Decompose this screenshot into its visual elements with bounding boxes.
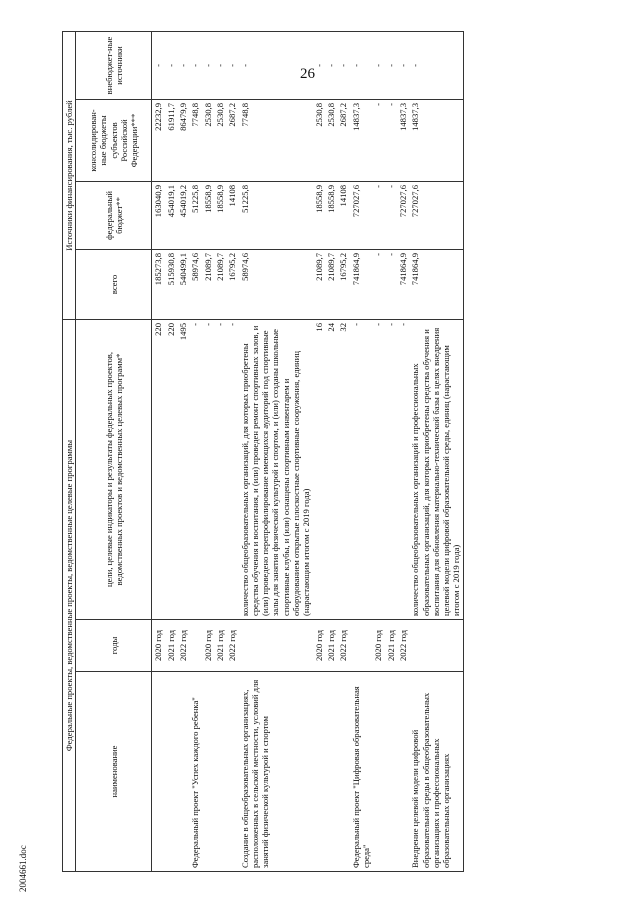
goal-cell: количество общеобразовательных организаций и профессиональных образовательных организаций, для которых приобретены средства обучения и воспитания для обновления материально-технической базы в целях внедрения целевой модели цифровой образовательной среды, единиц (нарастающим итогом с 2019 года)	[409, 319, 463, 619]
project-name-cell	[385, 672, 397, 872]
table-row	[313, 31, 325, 871]
federal-budget-cell: 163040,9	[152, 181, 165, 249]
federal-budget-cell: 18558,9	[313, 181, 325, 249]
year-cell: 2022 год	[177, 620, 189, 672]
footer-filename: 2004661.doc	[18, 845, 28, 892]
regional-budget-column-header: консолидирован-ные бюджеты субъектов Российской Федерации***	[76, 99, 152, 181]
total-cell: 21089,7	[202, 249, 214, 319]
year-cell: 2020 год	[202, 620, 214, 672]
regional-budget-cell: 2530,8	[325, 99, 337, 181]
federal-budget-column-header: федеральный бюджет**	[76, 181, 152, 249]
total-column-header: всего	[76, 249, 152, 319]
year-cell: 2020 год	[372, 620, 384, 672]
total-cell: 741864,9	[397, 249, 409, 319]
extrabudgetary-cell: -	[152, 31, 165, 99]
funding-sources-header: Источники финансирования, тыс. рублей	[63, 31, 76, 319]
federal-budget-cell: 727027,6	[409, 181, 463, 249]
regional-budget-cell: 2687,2	[337, 99, 349, 181]
table-body	[152, 31, 463, 871]
goal-cell: -	[226, 319, 238, 619]
project-name-cell	[325, 672, 337, 872]
federal-budget-cell: 14108	[226, 181, 238, 249]
regional-budget-cell: 61911,7	[165, 99, 177, 181]
year-cell	[350, 620, 373, 672]
year-cell: 2021 год	[165, 620, 177, 672]
regional-budget-cell: 14837,3	[409, 99, 463, 181]
regional-budget-cell: 14837,3	[397, 99, 409, 181]
extrabudgetary-cell: -	[239, 31, 313, 99]
goal-cell: количество общеобразовательных организаций, для которых приобретены средства обучения и воспитания, и (или) проведен ремонт спортивных залов, и (или) проведено перепрофилирование имеющихся аудиторий под спортивные залы для занятия физической культурой и спортом, и (или) созданы школьные спортивные клубы, и (или) оснащены спортивным инвентарем и оборудованием открытые плоскостные спортивные сооружения, единиц (нарастающим итогом с 2019 года)	[239, 319, 313, 619]
goal-cell: 220	[165, 319, 177, 619]
goal-cell: -	[214, 319, 226, 619]
year-cell	[239, 620, 313, 672]
table-row	[372, 31, 384, 871]
table-row	[385, 31, 397, 871]
total-cell: 16795,2	[226, 249, 238, 319]
total-cell: -	[372, 249, 384, 319]
name-column-header: наименование	[76, 672, 152, 872]
federal-budget-cell: 454019,1	[165, 181, 177, 249]
project-name-cell	[177, 672, 189, 872]
extrabudgetary-cell: -	[189, 31, 201, 99]
goal-cell: 16	[313, 319, 325, 619]
total-cell: 21089,7	[214, 249, 226, 319]
extrabudgetary-cell: -	[337, 31, 349, 99]
regional-budget-cell: 2687,2	[226, 99, 238, 181]
year-cell	[189, 620, 201, 672]
project-name-cell	[226, 672, 238, 872]
project-name-cell	[152, 672, 165, 872]
project-name-cell: Создание в общеобразовательных организациях, расположенных в сельской местности, условий для занятий физической культурой и спортом	[239, 672, 313, 872]
federal-budget-cell: 454019,2	[177, 181, 189, 249]
year-cell: 2022 год	[226, 620, 238, 672]
extrabudgetary-cell: -	[177, 31, 189, 99]
extrabudgetary-cell: -	[226, 31, 238, 99]
project-name-cell	[372, 672, 384, 872]
projects-header: Федеральные проекты, ведомственные проекты, ведомственные целевые программы	[63, 319, 76, 871]
table-row	[239, 31, 313, 871]
year-cell	[409, 620, 463, 672]
federal-budget-cell: 727027,6	[397, 181, 409, 249]
federal-budget-cell: 18558,9	[202, 181, 214, 249]
project-name-cell: Федеральный проект "Успех каждого ребенка"	[189, 672, 201, 872]
project-name-cell	[165, 672, 177, 872]
total-cell: 58974,6	[239, 249, 313, 319]
rotated-table-wrapper	[62, 32, 632, 872]
page-number: 26	[300, 66, 315, 82]
table-row	[325, 31, 337, 871]
table-row	[350, 31, 373, 871]
goals-column-header: цели, целевые индикаторы и результаты федеральных проектов, ведомственных проектов и ведомственных целевых программ*	[76, 319, 152, 619]
extrabudgetary-cell: -	[214, 31, 226, 99]
table-row	[189, 31, 201, 871]
total-cell: 741864,9	[350, 249, 373, 319]
table-row	[337, 31, 349, 871]
federal-budget-cell: 18558,9	[325, 181, 337, 249]
regional-budget-cell: 7748,8	[189, 99, 201, 181]
regional-budget-cell: 2530,8	[202, 99, 214, 181]
goal-cell: -	[202, 319, 214, 619]
regional-budget-cell: 2530,8	[313, 99, 325, 181]
total-cell: 515930,8	[165, 249, 177, 319]
federal-budget-cell: -	[385, 181, 397, 249]
extrabudgetary-cell: -	[165, 31, 177, 99]
table-row	[409, 31, 463, 871]
regional-budget-cell: 7748,8	[239, 99, 313, 181]
extrabudgetary-cell: -	[350, 31, 373, 99]
extrabudgetary-cell: -	[313, 31, 325, 99]
goal-cell: 24	[325, 319, 337, 619]
regional-budget-cell: 2530,8	[214, 99, 226, 181]
regional-budget-cell: 86479,9	[177, 99, 189, 181]
total-cell: 21089,7	[325, 249, 337, 319]
table-row	[214, 31, 226, 871]
total-cell: 21089,7	[313, 249, 325, 319]
project-name-cell	[313, 672, 325, 872]
extrabudgetary-cell: -	[325, 31, 337, 99]
total-cell: 741864,9	[409, 249, 463, 319]
extrabudgetary-cell: -	[372, 31, 384, 99]
extrabudgetary-column-header: внебюджет-ные источники	[76, 31, 152, 99]
total-cell: 540499,1	[177, 249, 189, 319]
federal-budget-cell: 51225,8	[189, 181, 201, 249]
goal-cell: -	[350, 319, 373, 619]
goal-cell: 1495	[177, 319, 189, 619]
regional-budget-cell: -	[372, 99, 384, 181]
table-row	[152, 31, 165, 871]
table-row	[226, 31, 238, 871]
year-cell: 2021 год	[325, 620, 337, 672]
extrabudgetary-cell: -	[385, 31, 397, 99]
year-cell: 2020 год	[313, 620, 325, 672]
federal-budget-cell: -	[372, 181, 384, 249]
funding-table	[62, 31, 464, 872]
project-name-cell	[397, 672, 409, 872]
year-cell: 2021 год	[214, 620, 226, 672]
federal-budget-cell: 727027,6	[350, 181, 373, 249]
goal-cell: -	[372, 319, 384, 619]
regional-budget-cell: 14837,3	[350, 99, 373, 181]
year-cell: 2021 год	[385, 620, 397, 672]
federal-budget-cell: 14108	[337, 181, 349, 249]
table-row	[177, 31, 189, 871]
project-name-cell: Федеральный проект "Цифровая образовательная среда"	[350, 672, 373, 872]
total-cell: -	[385, 249, 397, 319]
goal-cell: -	[397, 319, 409, 619]
goal-cell: 32	[337, 319, 349, 619]
regional-budget-cell: 22232,9	[152, 99, 165, 181]
table-row	[202, 31, 214, 871]
year-cell: 2022 год	[397, 620, 409, 672]
federal-budget-cell: 18558,9	[214, 181, 226, 249]
total-cell: 16795,2	[337, 249, 349, 319]
years-column-header: годы	[76, 620, 152, 672]
year-cell: 2020 год	[152, 620, 165, 672]
table-row	[165, 31, 177, 871]
regional-budget-cell: -	[385, 99, 397, 181]
project-name-cell	[214, 672, 226, 872]
extrabudgetary-cell: -	[409, 31, 463, 99]
goal-cell: -	[385, 319, 397, 619]
total-cell: 185273,8	[152, 249, 165, 319]
extrabudgetary-cell: -	[397, 31, 409, 99]
total-cell: 58974,6	[189, 249, 201, 319]
extrabudgetary-cell: -	[202, 31, 214, 99]
project-name-cell: Внедрение целевой модели цифровой образовательной среды в общеобразовательных организациях и профессиональных образовательных организациях	[409, 672, 463, 872]
year-cell: 2022 год	[337, 620, 349, 672]
project-name-cell	[337, 672, 349, 872]
table-row	[397, 31, 409, 871]
project-name-cell	[202, 672, 214, 872]
goal-cell: 220	[152, 319, 165, 619]
goal-cell: -	[189, 319, 201, 619]
federal-budget-cell: 51225,8	[239, 181, 313, 249]
